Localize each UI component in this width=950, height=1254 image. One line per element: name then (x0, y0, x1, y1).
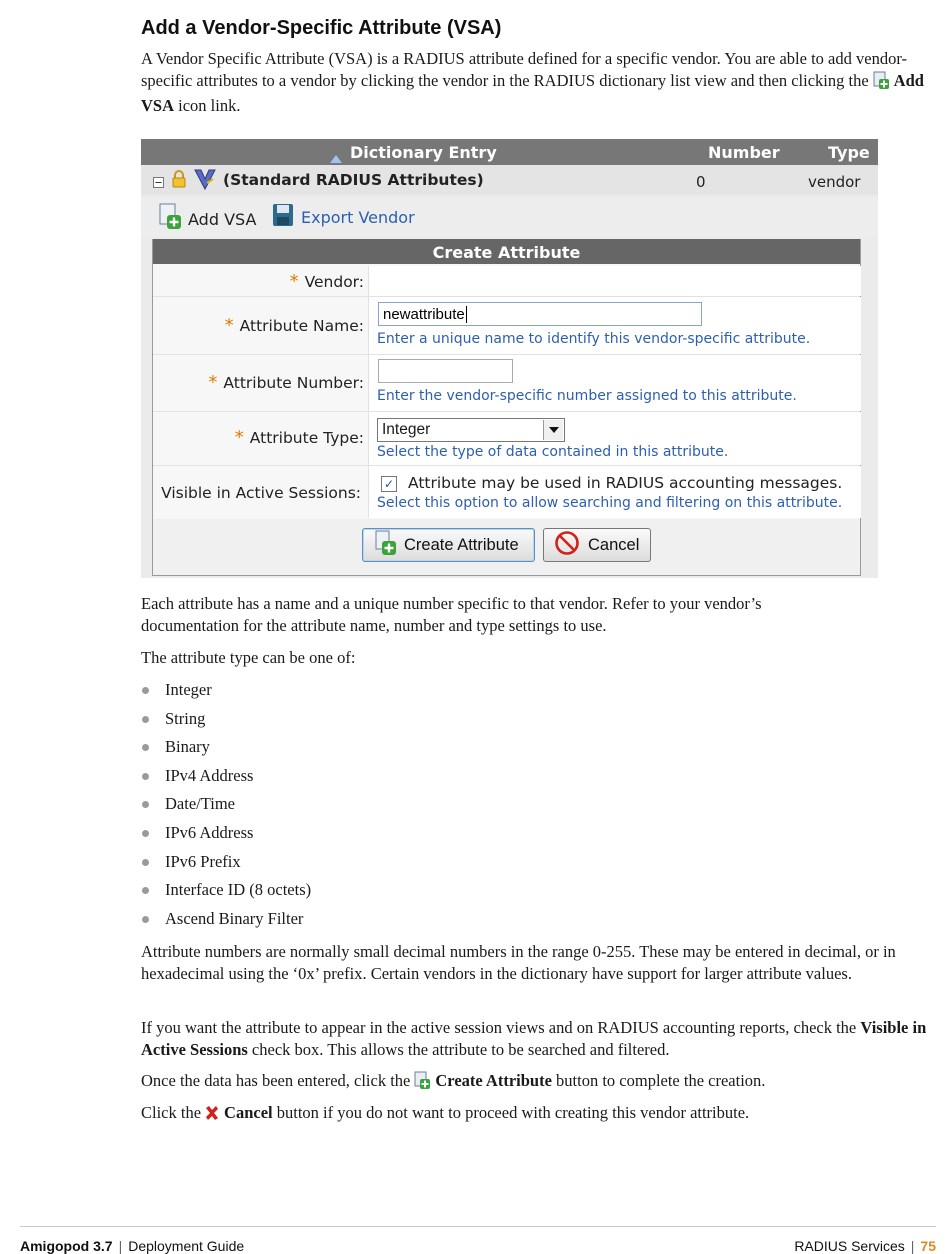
attribute-number-hint: Enter the vendor-specific number assigned to this attribute. (377, 388, 797, 404)
attribute-type-row (153, 412, 860, 466)
create-attribute-button[interactable]: Create Attribute (362, 528, 535, 562)
cancel-button[interactable]: Cancel (543, 528, 651, 562)
intro-text: A Vendor Specific Attribute (VSA) is a RADIUS attribute defined for a specific vendor. You are able to add vendor-specific attributes to a vendor by clicking the vendor in the RADIUS dictionary list view and then clicking the (141, 49, 907, 90)
export-vendor-link[interactable]: Export Vendor (272, 203, 415, 231)
create-attribute-screenshot (141, 139, 878, 578)
section-name: RADIUS Services (794, 1238, 905, 1254)
vendor-type: vendor (808, 173, 861, 191)
numbers-paragraph: Attribute numbers are normally small decimal numbers in the range 0-255. These may be entered in decimal, or in hexadecimal using the ‘0x’ prefix. Certain vendors in the dictionary have support for larger attribute values. (141, 942, 896, 983)
form-title: Create Attribute (153, 239, 860, 264)
chevron-down-icon[interactable] (543, 420, 563, 440)
page-number: 75 (920, 1238, 936, 1254)
page-footer: Amigopod 3.7 | Deployment Guide RADIUS Services | 75 (20, 1226, 936, 1227)
vendor-icon (193, 167, 217, 195)
collapse-icon[interactable] (153, 174, 164, 192)
vendor-number: 0 (696, 173, 706, 191)
column-number[interactable]: Number (708, 143, 780, 162)
vendor-actions (141, 197, 878, 237)
column-type[interactable]: Type (828, 143, 870, 162)
visible-sessions-label: Visible in Active Sessions: (161, 484, 361, 502)
add-vsa-icon (872, 71, 890, 95)
list-item: Ascend Binary Filter (141, 908, 311, 937)
required-star-icon: * (234, 427, 244, 448)
visible-sessions-check-text: Attribute may be used in RADIUS accounting messages. (408, 474, 843, 492)
add-vsa-icon (157, 203, 183, 235)
add-vsa-link[interactable]: Add VSA (157, 203, 256, 235)
attribute-number-input[interactable] (378, 359, 513, 383)
lock-icon (171, 170, 187, 192)
intro-paragraph (141, 48, 931, 117)
attribute-name-row (153, 297, 860, 355)
vendor-row (153, 266, 860, 297)
visible-paragraph: If you want the attribute to appear in the active session views and on RADIUS accounting reports, check the Visible in Active Sessions check box. This allows the attribute to be searched and filtered. (141, 1018, 927, 1059)
visible-sessions-checkbox[interactable]: ✓ (381, 476, 397, 492)
create-paragraph: Once the data has been entered, click the Create Attribute button to complete the creation. (141, 1070, 765, 1095)
vendor-label: * Vendor: (289, 271, 364, 292)
cancel-paragraph: Click the Cancel button if you do not want to proceed with creating this vendor attribute. (141, 1102, 749, 1127)
attribute-paragraph: Each attribute has a name and a unique number specific to that vendor. Refer to your vendor’s documentation for the attribute name, number and type settings to use. (141, 594, 762, 635)
create-attribute-form (152, 239, 861, 576)
dictionary-header (141, 139, 878, 165)
vendor-name[interactable]: (Standard RADIUS Attributes) (223, 171, 484, 189)
visible-sessions-hint: Select this option to allow searching and filtering on this attribute. (377, 495, 843, 511)
attribute-number-label: * Attribute Number: (208, 372, 364, 393)
type-intro: The attribute type can be one of: (141, 648, 356, 667)
floppy-disk-icon (272, 203, 294, 231)
attribute-type-select[interactable]: Integer (377, 418, 565, 442)
attribute-name-input[interactable]: newattribute (378, 302, 702, 326)
list-item: IPv6 Prefix (141, 851, 311, 880)
form-buttons (153, 519, 860, 575)
list-item: Date/Time (141, 793, 311, 822)
attribute-name-hint: Enter a unique name to identify this vendor-specific attribute. (377, 331, 811, 347)
attribute-name-label: * Attribute Name: (224, 315, 364, 336)
required-star-icon: * (224, 315, 234, 336)
document-name: Deployment Guide (128, 1238, 245, 1254)
attribute-type-hint: Select the type of data contained in this attribute. (377, 444, 729, 460)
product-name: Amigopod 3.7 (20, 1238, 113, 1254)
attribute-type-list (141, 679, 311, 936)
add-icon (413, 1071, 431, 1095)
required-star-icon: * (289, 271, 299, 292)
dictionary-row[interactable] (141, 165, 878, 195)
required-star-icon: * (208, 372, 218, 393)
attribute-type-label: * Attribute Type: (234, 427, 364, 448)
list-item: String (141, 708, 311, 737)
close-icon (204, 1105, 220, 1127)
list-item: IPv6 Address (141, 822, 311, 851)
column-dictionary-entry[interactable]: Dictionary Entry (350, 143, 497, 162)
list-item: Integer (141, 679, 311, 708)
list-item: Binary (141, 736, 311, 765)
page-heading: Add a Vendor-Specific Attribute (VSA) (141, 17, 502, 39)
list-item: IPv4 Address (141, 765, 311, 794)
list-item: Interface ID (8 octets) (141, 879, 311, 908)
prohibited-icon (554, 530, 580, 561)
add-icon (373, 530, 397, 561)
intro-tail: icon link. (178, 96, 241, 115)
attribute-number-row (153, 355, 860, 412)
intro-bold: Add VSA (141, 71, 924, 115)
visible-sessions-row (153, 466, 860, 518)
